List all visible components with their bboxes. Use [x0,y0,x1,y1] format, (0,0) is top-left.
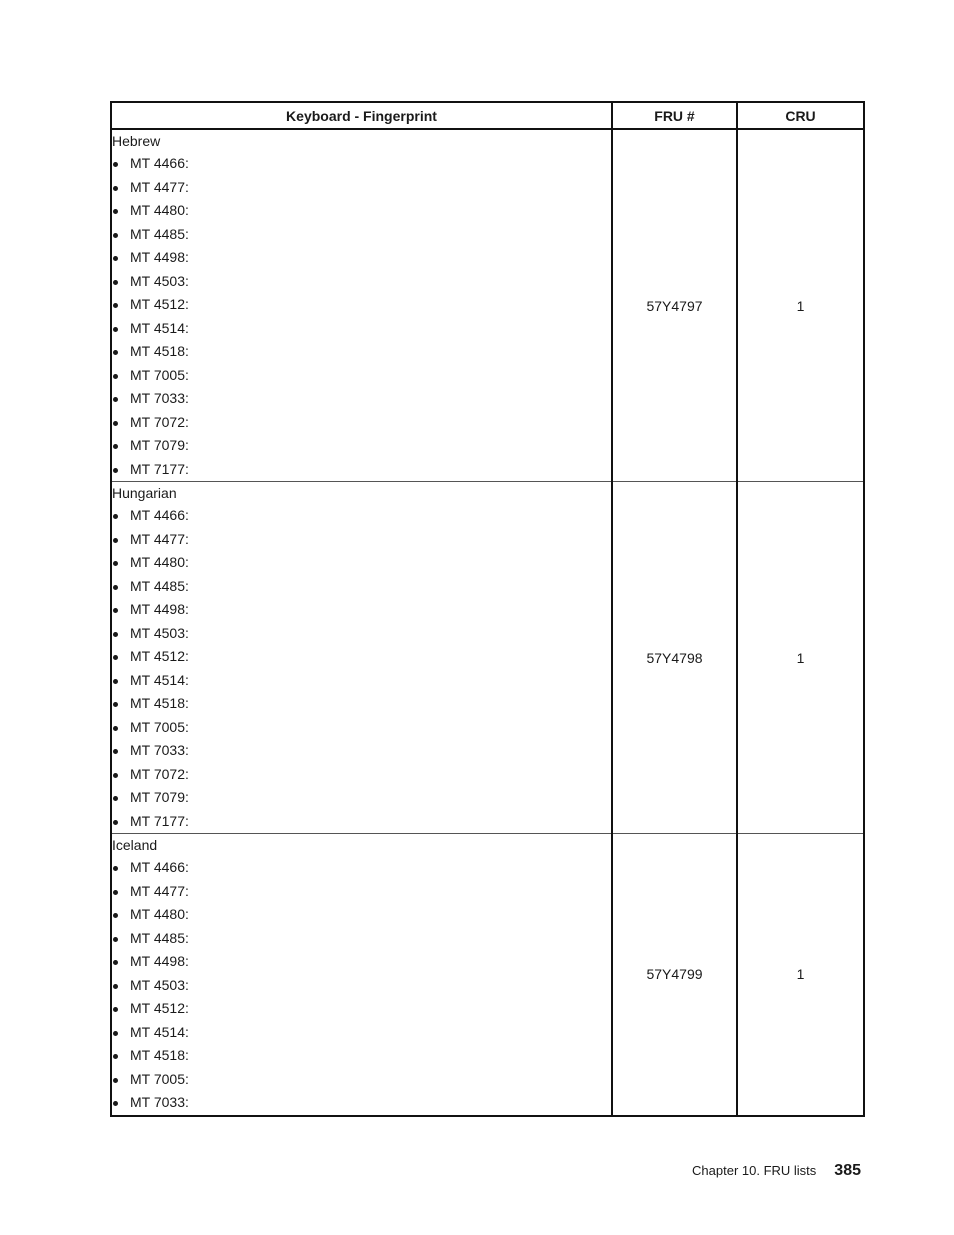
machine-type-item: MT 7079: [112,434,611,458]
machine-type-item: MT 4514: [112,1021,611,1045]
machine-type-item: MT 4485: [112,575,611,599]
keyboard-language-name: Hebrew [112,133,161,149]
machine-type-item: MT 4518: [112,692,611,716]
table-row [111,129,864,482]
table-header-row [111,102,864,129]
keyboard-language-name: Hungarian [112,485,177,501]
machine-type-item: MT 4485: [112,927,611,951]
machine-type-item: MT 4514: [112,669,611,693]
machine-type-item: MT 4477: [112,528,611,552]
machine-type-item: MT 4512: [112,997,611,1021]
machine-type-item: MT 4466: [112,504,611,528]
machine-type-item: MT 4477: [112,880,611,904]
machine-type-item: MT 4480: [112,199,611,223]
keyboard-name-cell [111,482,612,834]
table-row [111,482,864,834]
machine-type-item: MT 4498: [112,598,611,622]
machine-type-item: MT 7072: [112,763,611,787]
fru-number-cell: 57Y4797 [612,129,737,482]
machine-type-item: MT 7033: [112,387,611,411]
fru-number-cell: 57Y4799 [612,834,737,1116]
machine-type-item: MT 7072: [112,411,611,435]
cru-cell: 1 [737,129,864,482]
machine-type-item: MT 4480: [112,551,611,575]
machine-type-item: MT 7177: [112,458,611,482]
cru-cell: 1 [737,482,864,834]
keyboard-language-name: Iceland [112,837,158,853]
machine-type-list [112,504,611,833]
machine-type-item: MT 4466: [112,856,611,880]
machine-type-item: MT 4503: [112,270,611,294]
machine-type-list [112,856,611,1115]
fru-table [110,101,865,1117]
table-body [111,129,864,1116]
cru-cell: 1 [737,834,864,1116]
header-cru: CRU [737,102,864,129]
keyboard-name-cell [111,129,612,482]
machine-type-item: MT 4503: [112,974,611,998]
machine-type-item: MT 4512: [112,293,611,317]
footer-chapter-title: Chapter 10. FRU lists [692,1163,817,1178]
machine-type-item: MT 7177: [112,810,611,834]
machine-type-item: MT 4518: [112,340,611,364]
machine-type-item: MT 4514: [112,317,611,341]
machine-type-item: MT 7033: [112,739,611,763]
machine-type-item: MT 4466: [112,152,611,176]
page-footer [692,1162,861,1180]
machine-type-item: MT 7005: [112,716,611,740]
keyboard-name-cell [111,834,612,1116]
table-row [111,834,864,1116]
machine-type-item: MT 7005: [112,364,611,388]
fru-number-cell: 57Y4798 [612,482,737,834]
machine-type-item: MT 7033: [112,1091,611,1115]
machine-type-item: MT 7005: [112,1068,611,1092]
machine-type-item: MT 4512: [112,645,611,669]
machine-type-list [112,152,611,481]
machine-type-item: MT 4480: [112,903,611,927]
machine-type-item: MT 7079: [112,786,611,810]
machine-type-item: MT 4498: [112,246,611,270]
machine-type-item: MT 4518: [112,1044,611,1068]
machine-type-item: MT 4485: [112,223,611,247]
machine-type-item: MT 4498: [112,950,611,974]
machine-type-item: MT 4503: [112,622,611,646]
machine-type-item: MT 4477: [112,176,611,200]
page-number: 385 [834,1162,861,1179]
header-keyboard-fingerprint: Keyboard - Fingerprint [111,102,612,129]
header-fru-number: FRU # [612,102,737,129]
